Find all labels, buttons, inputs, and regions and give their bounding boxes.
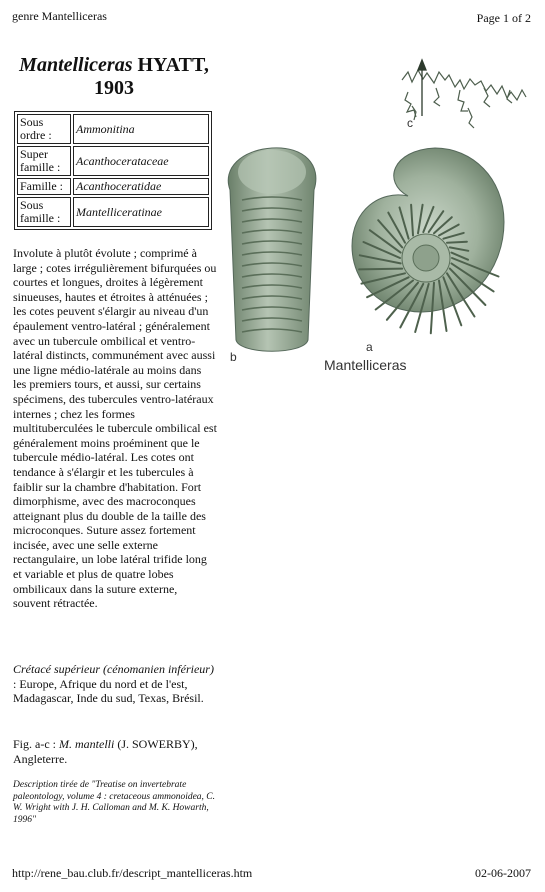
classification-table: [14, 111, 212, 230]
figure-label-c: c: [407, 116, 413, 130]
source-citation: Description tirée de "Treatise on invertebrate paleontology, volume 4 : cretaceous ammonoidea, C. W. Wright with J. H. Calloman and M. K. Howarth, 1996": [13, 780, 216, 825]
title-genus: Mantelliceras: [19, 54, 133, 76]
distribution-text: : Europe, Afrique du nord et de l'est, Madagascar, Inde du sud, Texas, Brésil.: [13, 676, 204, 706]
ventral-view-drawing: [228, 148, 316, 351]
table-row: [17, 114, 209, 144]
rib-line: [359, 269, 402, 270]
fossil-figure: [212, 50, 542, 390]
rank-label: Sous ordre :: [17, 114, 71, 144]
stratigraphic-age: Crétacé supérieur (cénomanien inférieur): [13, 662, 214, 676]
taxon-name: Acanthocerataceae: [73, 146, 209, 176]
stratigraphy-text: [13, 662, 217, 706]
description-text: Involute à plutôt évolute ; comprimé à large ; cotes irrégulièrement bifurquées ou courtes et longues, droites à légèrement sinueuses, hautes et étroites à atténuées ; les cotes peuvent s'élargir au niveau d'un épaulement ventro-latéral ; généralement avec un tubercule ombilical et ventro-latéral distincts, communément avec aussi une ligne médio-latérale au moins dans les premiers tours, et aussi, sur certains spécimens, des tubercules ventro-latéraux internes ; chez les formes multituberculées le tubercule ombilical est généralement moins proéminent que le tubercule médio-latéral. Les cotes ont tendance à s'élargir et les tubercules à faiblir sur la chambre d'habitation. Fort dimorphisme, avec des macroconques atteignant plus du double de la taille des microconques. Suture assez fortement incisée, avec une selle externe rectangulaire, un lobe latéral trifide long et variable et plus de quatre lobes ombilicaux dans la suture externe, souvent rétractée.: [13, 246, 217, 611]
title-author: HYATT,: [137, 54, 209, 76]
orientation-arrow-icon: [418, 60, 426, 116]
title-year: 1903: [94, 77, 134, 99]
caption-rest: (J. SOWERBY), Angleterre.: [13, 737, 198, 766]
taxon-name: Mantelliceratinae: [73, 197, 209, 227]
header-title: genre Mantelliceras: [12, 9, 107, 23]
rank-label: Famille :: [17, 178, 71, 195]
caption-prefix: Fig. a-c :: [13, 737, 59, 751]
figure-caption: [13, 737, 217, 766]
caption-species: M. mantelli: [59, 737, 115, 751]
rank-label: Super famille :: [17, 146, 71, 176]
footer-url: http://rene_bau.club.fr/descript_mantelliceras.htm: [12, 866, 253, 880]
taxon-name: Acanthoceratidae: [73, 178, 209, 195]
suture-line-drawing: [402, 70, 526, 128]
lateral-view-drawing: [352, 148, 504, 333]
page-indicator: Page 1 of 2: [476, 11, 531, 25]
rib-line: [447, 242, 467, 243]
fossil-illustration: [212, 50, 542, 390]
table-row: [17, 197, 209, 227]
table-row: [17, 146, 209, 176]
figure-label-a: a: [366, 340, 373, 354]
footer-date: 02-06-2007: [475, 866, 531, 880]
figure-label-b: b: [230, 350, 237, 364]
taxon-name: Ammonitina: [73, 114, 209, 144]
table-row: [17, 178, 209, 195]
page-title: [12, 54, 216, 100]
figure-genus-label: Mantelliceras: [324, 357, 407, 373]
rank-label: Sous famille :: [17, 197, 71, 227]
